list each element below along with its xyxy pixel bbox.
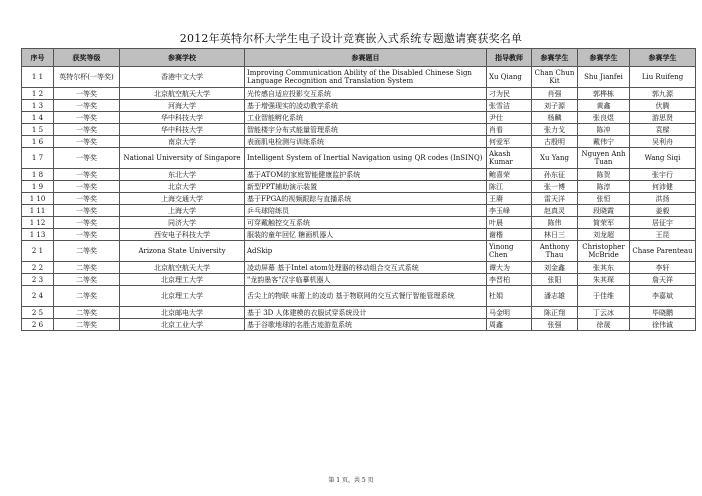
cell-student-3: 李轩: [630, 262, 696, 274]
cell-award: 一等奖: [54, 136, 120, 148]
cell-student-3: 王昆: [630, 229, 696, 241]
cell-no: 1 1: [22, 67, 54, 88]
cell-advisor: Xu Qiang: [487, 67, 532, 88]
cell-topic: 基于谷歌地球的名胜古迹游览系统: [245, 319, 487, 331]
cell-student-3: 郭九源: [630, 88, 696, 100]
cell-award: 一等奖: [54, 124, 120, 136]
cell-student-2: Shu Jianfei: [578, 67, 630, 88]
cell-school: 华中科技大学: [120, 112, 245, 124]
cell-student-2: 陈贺: [578, 169, 630, 181]
cell-student-3: 张宇行: [630, 169, 696, 181]
cell-topic: 可穿戴触控交互系统: [245, 217, 487, 229]
cell-topic: AdSkip: [245, 241, 487, 262]
cell-award: 二等奖: [54, 274, 120, 286]
cell-school: 北京航空航天大学: [120, 88, 245, 100]
cell-student-3: Chase Parenteau: [630, 241, 696, 262]
col-header-no: 序号: [22, 49, 54, 67]
table-row: [22, 217, 696, 229]
cell-topic: 光传感自适应投影交互系统: [245, 88, 487, 100]
cell-student-2: 张恒: [578, 193, 630, 205]
cell-student-1: Xu Yang: [532, 148, 578, 169]
cell-advisor: 肖看: [487, 124, 532, 136]
cell-no: 1 13: [22, 229, 54, 241]
cell-student-2: 戴伟宁: [578, 136, 630, 148]
table-row: [22, 205, 696, 217]
cell-student-1: Chan Chun Kit: [532, 67, 578, 88]
cell-student-2: 朱其琛: [578, 274, 630, 286]
cell-award: 二等奖: [54, 319, 120, 331]
cell-student-2: 徐晟: [578, 319, 630, 331]
cell-award: 一等奖: [54, 217, 120, 229]
cell-award: 一等奖: [54, 229, 120, 241]
table-row: [22, 319, 696, 331]
table-row: [22, 286, 696, 307]
cell-topic: 服装的童年回忆 糖画机器人: [245, 229, 487, 241]
page-title: 2012年英特尔杯大学生电子设计竞赛嵌入式系统专题邀请赛获奖名单: [179, 32, 523, 45]
cell-student-1: 陈伟: [532, 217, 578, 229]
cell-topic: 表面肌电检测与训练系统: [245, 136, 487, 148]
cell-advisor: 尹仕: [487, 112, 532, 124]
table-row: [22, 241, 696, 262]
cell-student-1: 张强: [532, 319, 578, 331]
cell-student-1: 古殷明: [532, 136, 578, 148]
cell-student-1: 张阳: [532, 274, 578, 286]
cell-student-1: 刘金鑫: [532, 262, 578, 274]
cell-no: 1 8: [22, 169, 54, 181]
cell-student-2: 刘龙超: [578, 229, 630, 241]
cell-no: 1 7: [22, 148, 54, 169]
cell-award: 二等奖: [54, 241, 120, 262]
cell-school: 北京航空航天大学: [120, 262, 245, 274]
cell-no: 1 5: [22, 124, 54, 136]
cell-no: 2 1: [22, 241, 54, 262]
cell-school: 南京大学: [120, 136, 245, 148]
cell-school: Arizona State University: [120, 241, 245, 262]
cell-student-3: 游思贤: [630, 112, 696, 124]
cell-school: 上海大学: [120, 205, 245, 217]
cell-school: 东北大学: [120, 169, 245, 181]
table-row: [22, 193, 696, 205]
cell-student-1: 潘志雄: [532, 286, 578, 307]
cell-no: 1 6: [22, 136, 54, 148]
cell-student-1: 刘子源: [532, 100, 578, 112]
cell-student-1: 林日三: [532, 229, 578, 241]
cell-topic: 舌尖上的物联 味蕾上的凌动 基于物联网的交互式餐厅智能管理系统: [245, 286, 487, 307]
col-header-school: 参赛学校: [120, 49, 245, 67]
cell-award: 一等奖: [54, 112, 120, 124]
cell-school: 同济大学: [120, 217, 245, 229]
cell-student-1: 张力戈: [532, 124, 578, 136]
cell-student-2: 简荣军: [578, 217, 630, 229]
cell-no: 2 2: [22, 262, 54, 274]
cell-award: 英特尔杯(一等奖): [54, 67, 120, 88]
cell-student-3: 洪扬: [630, 193, 696, 205]
cell-award: 一等奖: [54, 88, 120, 100]
cell-no: 2 4: [22, 286, 54, 307]
cell-topic: 新型PPT辅助演示装置: [245, 181, 487, 193]
table-row: [22, 229, 696, 241]
cell-topic: 基于FPGA的视频跟踪与直播系统: [245, 193, 487, 205]
cell-student-3: 姜毅: [630, 205, 696, 217]
table-row: [22, 169, 696, 181]
cell-award: 二等奖: [54, 262, 120, 274]
table-row: [22, 307, 696, 319]
cell-advisor: 李玉峰: [487, 205, 532, 217]
cell-no: 1 11: [22, 205, 54, 217]
cell-student-3: 何沛健: [630, 181, 696, 193]
cell-award: 二等奖: [54, 307, 120, 319]
cell-advisor: 叶晨: [487, 217, 532, 229]
cell-award: 一等奖: [54, 148, 120, 169]
cell-student-3: Wang Siqi: [630, 148, 696, 169]
cell-topic: 智能楼宇分布式能量管理系统: [245, 124, 487, 136]
cell-topic: Improving Communication Ability of the Disabled Chinese Sign Language Recognition and Translation System: [245, 67, 487, 88]
col-header-student-2: 参赛学生: [578, 49, 630, 67]
cell-advisor: 李晋柏: [487, 274, 532, 286]
table-row: [22, 88, 696, 100]
cell-student-2: 黄鑫: [578, 100, 630, 112]
cell-student-1: 雷天洋: [532, 193, 578, 205]
cell-student-3: 詹天祥: [630, 274, 696, 286]
cell-student-2: 陈淳: [578, 181, 630, 193]
cell-student-3: 李嘉斌: [630, 286, 696, 307]
cell-student-3: 吴利舟: [630, 136, 696, 148]
cell-topic: 乒乓球陪练员: [245, 205, 487, 217]
cell-topic: 凌动屏幕 基于Intel atom处理器的移动组合交互式系统: [245, 262, 487, 274]
cell-student-3: 伏腾: [630, 100, 696, 112]
cell-student-1: 肖强: [532, 88, 578, 100]
cell-no: 2 6: [22, 319, 54, 331]
table-row: [22, 100, 696, 112]
cell-student-2: 张其东: [578, 262, 630, 274]
cell-student-2: 陈冲: [578, 124, 630, 136]
col-header-award: 获奖等级: [54, 49, 120, 67]
award-table: [21, 48, 696, 331]
cell-award: 一等奖: [54, 181, 120, 193]
cell-student-3: Liu Ruifeng: [630, 67, 696, 88]
cell-advisor: Akash Kumar: [487, 148, 532, 169]
table-row: [22, 181, 696, 193]
cell-school: 河海大学: [120, 100, 245, 112]
cell-student-2: 郭桦栋: [578, 88, 630, 100]
cell-student-3: 袁樑: [630, 124, 696, 136]
cell-no: 1 9: [22, 181, 54, 193]
table-row: [22, 136, 696, 148]
cell-no: 1 12: [22, 217, 54, 229]
cell-advisor: 谢楷: [487, 229, 532, 241]
cell-student-1: 孙东征: [532, 169, 578, 181]
cell-no: 1 4: [22, 112, 54, 124]
cell-topic: Intelligent System of Inertial Navigation using QR codes (InSINQ): [245, 148, 487, 169]
cell-advisor: 杜娟: [487, 286, 532, 307]
cell-advisor: 陈江: [487, 181, 532, 193]
cell-student-3: 徐伟诚: [630, 319, 696, 331]
cell-award: 一等奖: [54, 100, 120, 112]
cell-advisor: 鲍喜荣: [487, 169, 532, 181]
cell-topic: 基于增强现实的凌动教学系统: [245, 100, 487, 112]
cell-school: 北京理工大学: [120, 274, 245, 286]
cell-school: 上海交通大学: [120, 193, 245, 205]
cell-award: 二等奖: [54, 286, 120, 307]
cell-school: 北京理工大学: [120, 286, 245, 307]
col-header-topic: 参赛题目: [245, 49, 487, 67]
cell-student-2: 于佳维: [578, 286, 630, 307]
cell-student-1: 陈正翔: [532, 307, 578, 319]
table-body: [22, 67, 696, 331]
cell-student-2: 张良煜: [578, 112, 630, 124]
cell-school: 香港中文大学: [120, 67, 245, 88]
table-row: [22, 67, 696, 88]
cell-student-2: Christopher McBride: [578, 241, 630, 262]
cell-no: 1 3: [22, 100, 54, 112]
cell-advisor: 何爱军: [487, 136, 532, 148]
cell-student-1: 杨麟: [532, 112, 578, 124]
cell-student-1: 张一博: [532, 181, 578, 193]
cell-award: 一等奖: [54, 205, 120, 217]
cell-no: 1 10: [22, 193, 54, 205]
cell-advisor: 王赓: [487, 193, 532, 205]
table-row: [22, 112, 696, 124]
cell-student-3: 居征宇: [630, 217, 696, 229]
cell-topic: 基于 3D 人体建模的衣服试穿系统设计: [245, 307, 487, 319]
cell-advisor: 刁为民: [487, 88, 532, 100]
cell-no: 1 2: [22, 88, 54, 100]
table-row: [22, 148, 696, 169]
page-footer: 第 1 页，共 5 页: [328, 477, 374, 484]
cell-award: 一等奖: [54, 193, 120, 205]
table-row: [22, 274, 696, 286]
table-header: [22, 49, 696, 67]
col-header-advisor: 指导教师: [487, 49, 532, 67]
cell-topic: "龙韵墨客"汉字临摹机器人: [245, 274, 487, 286]
cell-advisor: 张雪洁: [487, 100, 532, 112]
col-header-student-1: 参赛学生: [532, 49, 578, 67]
cell-no: 2 5: [22, 307, 54, 319]
cell-advisor: 马金明: [487, 307, 532, 319]
table-row: [22, 262, 696, 274]
cell-student-2: 丁云冰: [578, 307, 630, 319]
cell-school: 西安电子科技大学: [120, 229, 245, 241]
cell-student-2: 段晓霞: [578, 205, 630, 217]
cell-advisor: Yinong Chen: [487, 241, 532, 262]
cell-topic: 工业智能孵化系统: [245, 112, 487, 124]
cell-school: 北京邮电大学: [120, 307, 245, 319]
cell-school: 北京工业大学: [120, 319, 245, 331]
col-header-student-3: 参赛学生: [630, 49, 696, 67]
cell-school: 华中科技大学: [120, 124, 245, 136]
cell-student-1: 赵真灵: [532, 205, 578, 217]
cell-topic: 基于ATOM的家庭智能健康监护系统: [245, 169, 487, 181]
cell-student-3: 毕晓鹏: [630, 307, 696, 319]
table-row: [22, 124, 696, 136]
cell-student-2: Nguyen Anh Tuan: [578, 148, 630, 169]
cell-student-1: Anthony Thau: [532, 241, 578, 262]
cell-advisor: 周鑫: [487, 319, 532, 331]
cell-no: 2 3: [22, 274, 54, 286]
cell-award: 一等奖: [54, 169, 120, 181]
cell-school: 北京大学: [120, 181, 245, 193]
cell-school: National University of Singapore: [120, 148, 245, 169]
cell-advisor: 谭大为: [487, 262, 532, 274]
